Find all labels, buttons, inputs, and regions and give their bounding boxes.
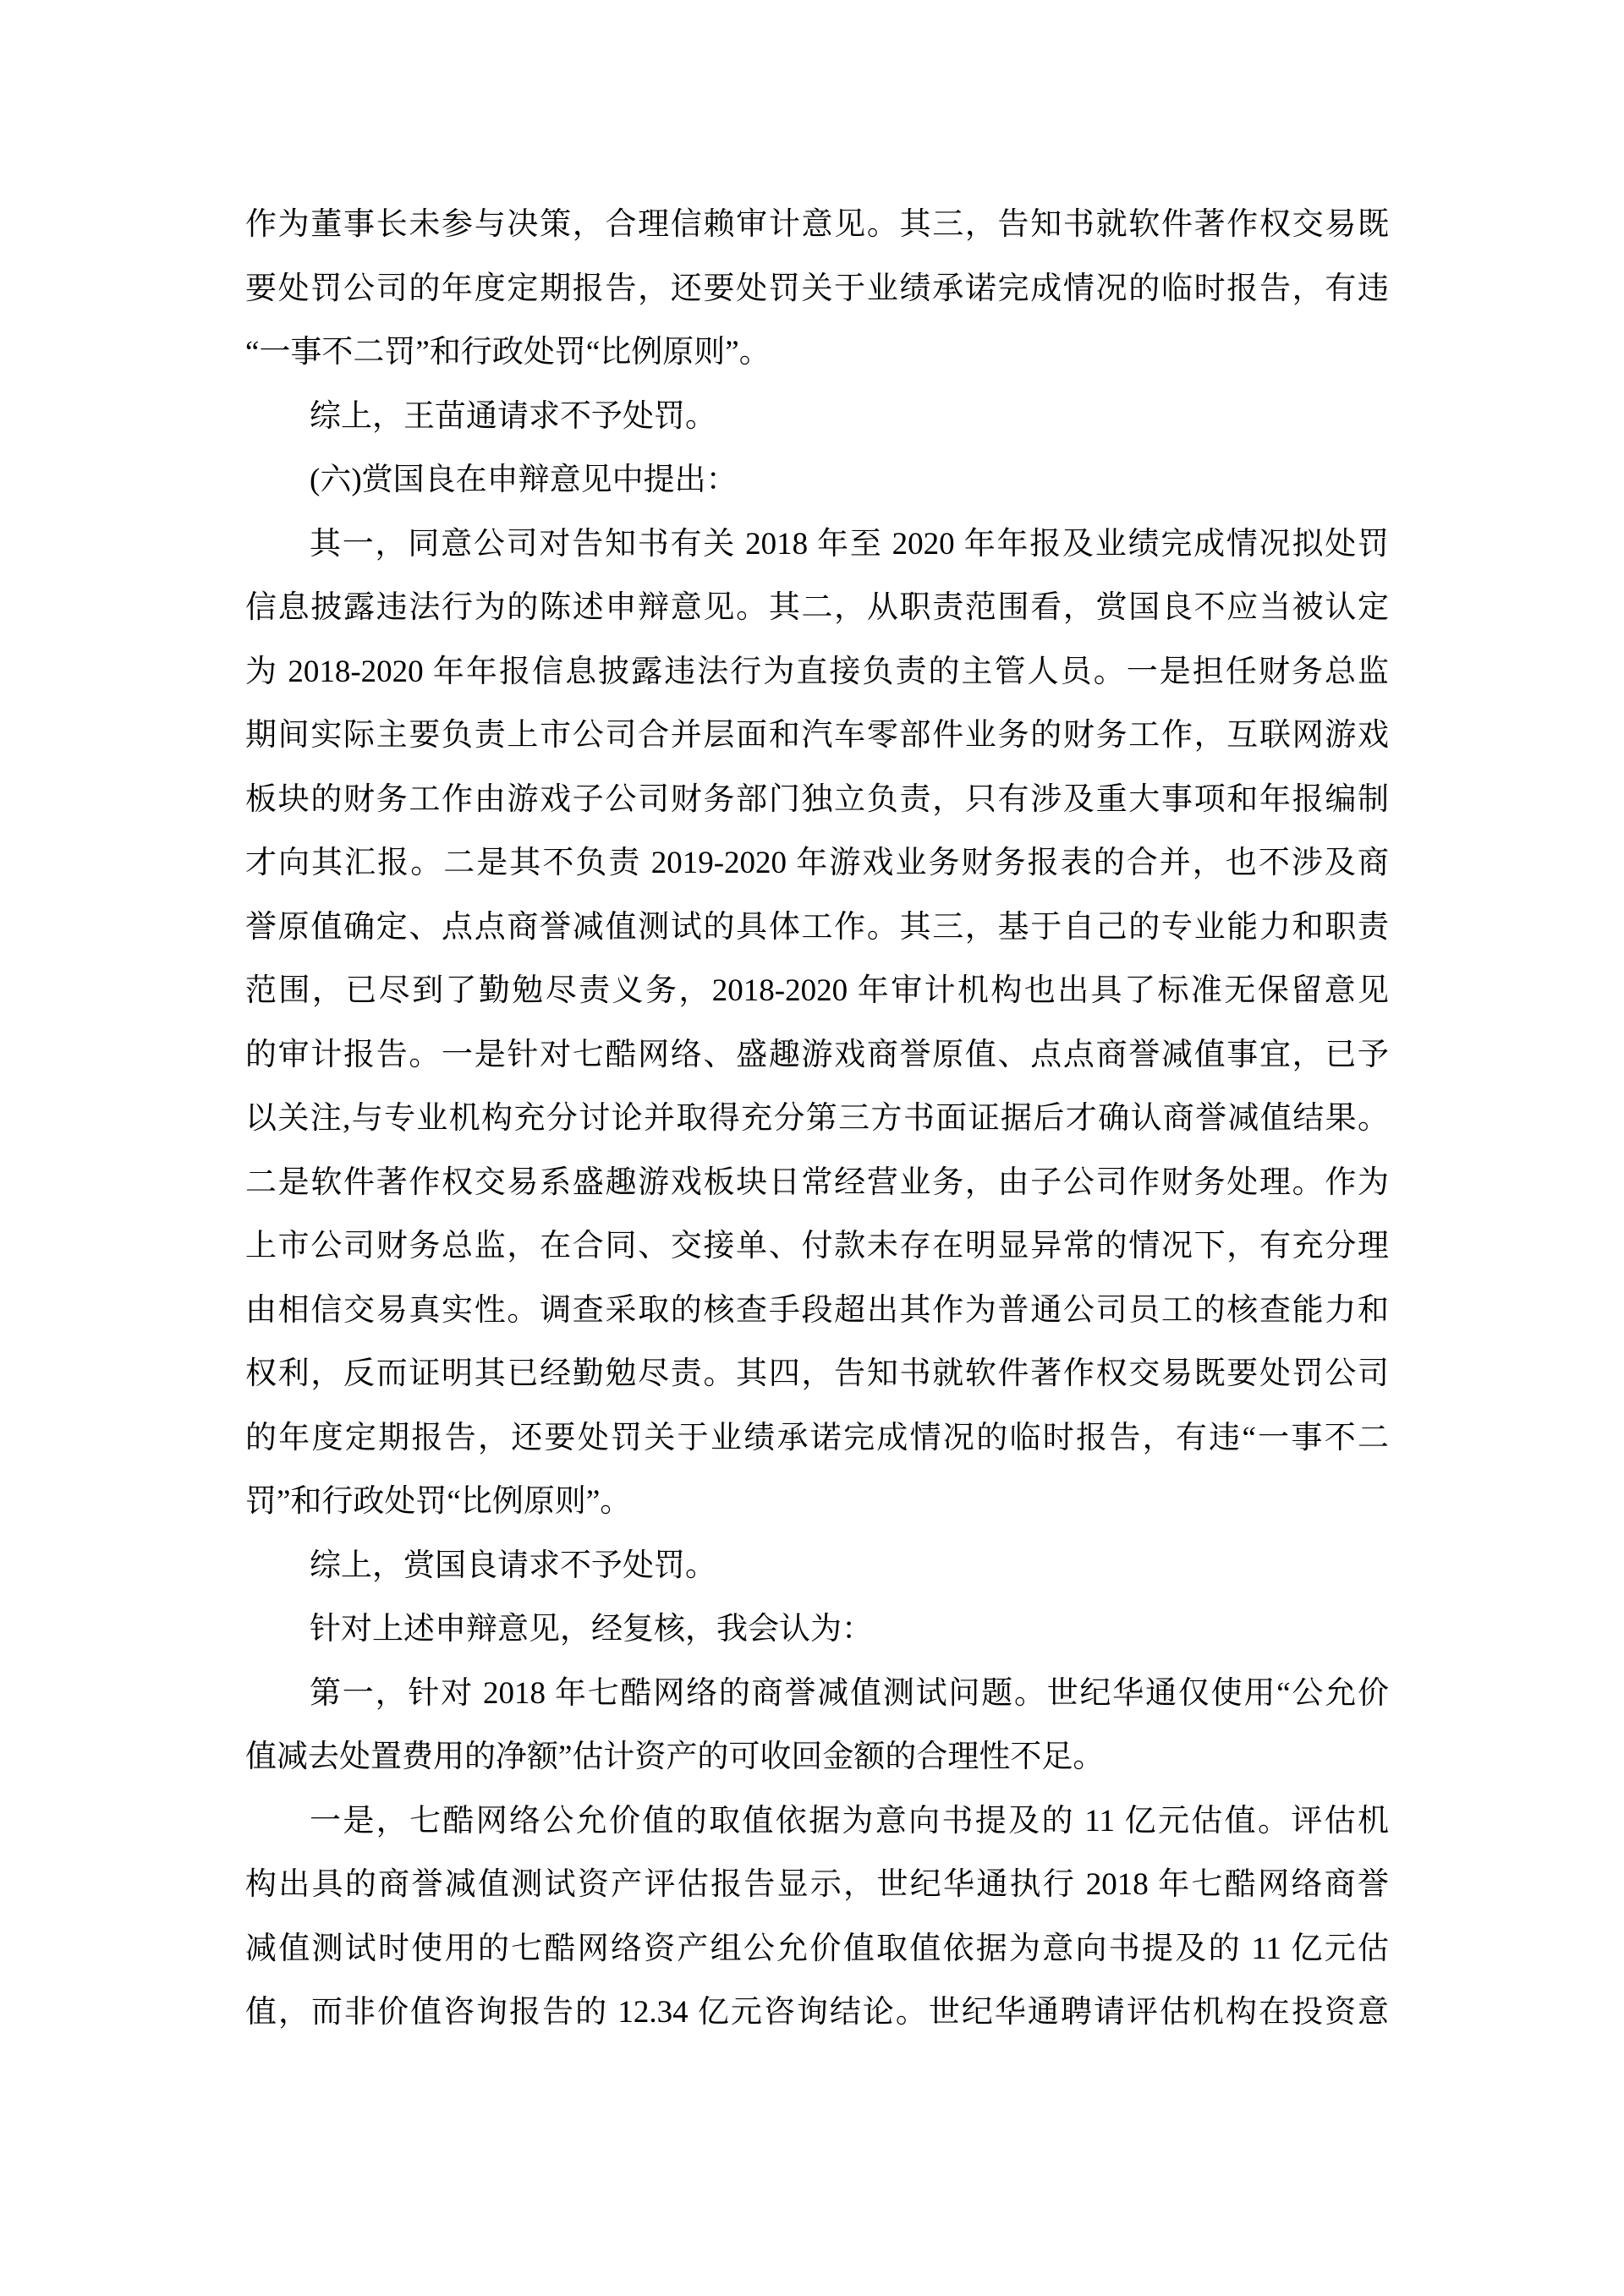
text-line: 誉原值确定、点点商誉减值测试的具体工作。其三，基于自己的专业能力和职责 [245, 909, 1389, 945]
text-line: 才向其汇报。二是其不负责 2019-2020 年游戏业务财务报表的合并，也不涉及商 [245, 846, 1389, 880]
text-line: 的年度定期报告，还要处罚关于业绩承诺完成情况的临时报告，有违“一事不二 [245, 1420, 1389, 1455]
text-line: 值减去处置费用的净额”估计资产的可收回金额的合理性不足。 [245, 1740, 1105, 1774]
text-line: 罚”和行政处罚“比例原则”。 [245, 1484, 632, 1519]
text-line: 由相信交易真实性。调查采取的核查手段超出其作为普通公司员工的核查能力和 [245, 1292, 1389, 1328]
text-line: 构出具的商誉减值测试资产评估报告显示，世纪华通执行 2018 年七酷网络商誉 [245, 1867, 1389, 1902]
text-line: 值，而非价值咨询报告的 12.34 亿元咨询结论。世纪华通聘请评估机构在投资意 [245, 1995, 1389, 2030]
text-line: 其一，同意公司对告知书有关 2018 年至 2020 年年报及业绩完成情况拟处罚 [310, 526, 1389, 562]
text-line: 板块的财务工作由游戏子公司财务部门独立负责，只有涉及重大事项和年报编制 [245, 781, 1389, 817]
text-line: 综上，赏国良请求不予处罚。 [310, 1548, 716, 1583]
text-line: 信息披露违法行为的陈述申辩意见。其二，从职责范围看，赏国良不应当被认定 [245, 590, 1389, 625]
text-line: “一事不二罚”和行政处罚“比例原则”。 [245, 335, 771, 370]
text-block [245, 193, 1389, 2045]
text-line: 作为董事长未参与决策，合理信赖审计意见。其三，告知书就软件著作权交易既 [245, 207, 1389, 242]
text-line: 以关注,与专业机构充分讨论并取得充分第三方书面证据后才确认商誉减值结果。 [245, 1101, 1389, 1136]
text-line: 期间实际主要负责上市公司合并层面和汽车零部件业务的财务工作，互联网游戏 [245, 718, 1389, 753]
text-line: 为 2018-2020 年年报信息披露违法行为直接负责的主管人员。一是担任财务总监 [245, 654, 1389, 689]
text-line: 一是，七酷网络公允价值的取值依据为意向书提及的 11 亿元估值。评估机 [310, 1803, 1389, 1838]
text-line: 范围，已尽到了勤勉尽责义务，2018-2020 年审计机构也出具了标准无保留意见 [245, 973, 1389, 1008]
text-line: 要处罚公司的年度定期报告，还要处罚关于业绩承诺完成情况的临时报告，有违 [245, 271, 1389, 306]
text-line: 减值测试时使用的七酷网络资产组公允价值取值依据为意向书提及的 11 亿元估 [245, 1931, 1389, 1966]
text-line: 上市公司财务总监，在合同、交接单、付款未存在明显异常的情况下，有充分理 [245, 1229, 1389, 1263]
text-line: 的审计报告。一是针对七酷网络、盛趣游戏商誉原值、点点商誉减值事宜，已予 [245, 1037, 1389, 1072]
text-line: 权利，反而证明其已经勤勉尽责。其四，告知书就软件著作权交易既要处罚公司 [245, 1356, 1389, 1391]
text-line: 综上，王苗通请求不予处罚。 [310, 398, 716, 434]
text-line: 二是软件著作权交易系盛趣游戏板块日常经营业务，由子公司作财务处理。作为 [245, 1164, 1389, 1200]
text-line: (六)赏国良在申辩意见中提出： [310, 463, 738, 497]
text-line: 第一，针对 2018 年七酷网络的商誉减值测试问题。世纪华通仅使用“公允价 [310, 1675, 1389, 1711]
text-line: 针对上述申辩意见，经复核，我会认为： [310, 1612, 873, 1647]
